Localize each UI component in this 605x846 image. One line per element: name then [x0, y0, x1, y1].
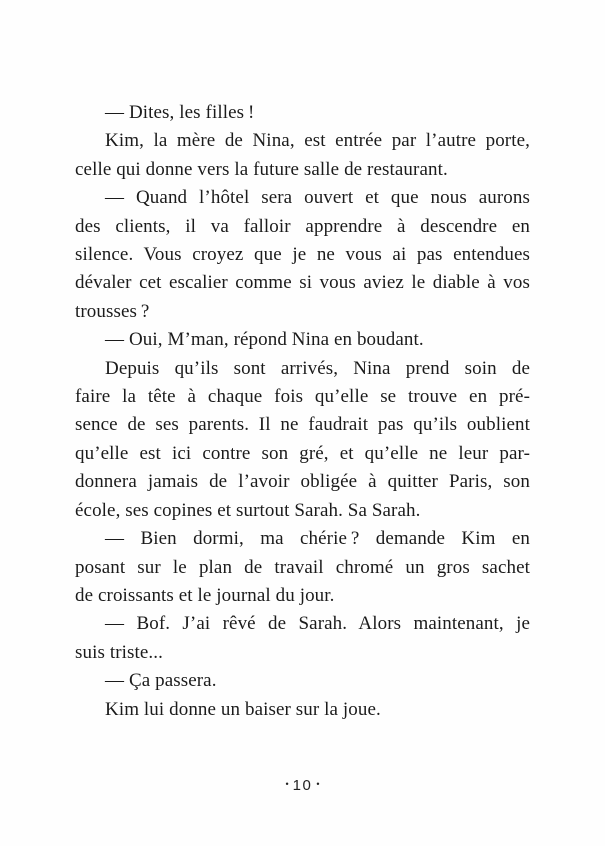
text-line: — Quand l’hôtel sera ouvert et que nous aurons: [105, 187, 530, 209]
text-line: — Dites, les filles !: [105, 102, 255, 123]
text-line: qu’elle est ici contre son gré, et qu’elle ne leur par-: [75, 442, 530, 464]
text-line: trousses ?: [75, 300, 150, 322]
paragraph: [75, 326, 530, 354]
text-line: école, ses copines et surtout Sarah. Sa Sarah.: [75, 499, 421, 521]
paragraph: [75, 355, 530, 525]
text-line: — Ça passera.: [105, 670, 217, 692]
text-line: suis triste...: [75, 641, 163, 663]
footer-dot-right: •: [316, 779, 320, 789]
text-line: — Oui, M’man, répond Nina en boudant.: [105, 329, 424, 351]
text-line: sence de ses parents. Il ne faudrait pas qu’ils oublient: [75, 414, 530, 436]
paragraph: [75, 127, 530, 184]
text-line: Kim, la mère de Nina, est entrée par l’autre porte,: [105, 130, 530, 152]
text-line: faire la tête à chaque fois qu’elle se trouve en pré-: [75, 386, 530, 408]
text-line: des clients, il va falloir apprendre à descendre en: [75, 215, 530, 237]
paragraph: [75, 696, 530, 724]
text-line: Depuis qu’ils sont arrivés, Nina prend soin de: [105, 357, 530, 379]
text-line: posant sur le plan de travail chromé un gros sachet: [75, 556, 530, 578]
text-line: donnera jamais de l’avoir obligée à quitter Paris, son: [75, 471, 530, 493]
text-line: — Bof. J’ai rêvé de Sarah. Alors maintenant, je: [105, 613, 530, 635]
paragraph: [75, 99, 530, 127]
paragraph: [75, 610, 530, 667]
text-line: — Bien dormi, ma chérie ? demande Kim en: [105, 528, 530, 550]
page-number: 10: [292, 777, 313, 794]
text-line: silence. Vous croyez que je ne vous ai pas entendues: [75, 244, 530, 266]
page-text: [75, 99, 530, 724]
text-line: celle qui donne vers la future salle de restaurant.: [75, 158, 448, 180]
page-footer: [0, 777, 605, 795]
text-line: Kim lui donne un baiser sur la joue.: [105, 698, 381, 720]
text-line: de croissants et le journal du jour.: [75, 584, 335, 606]
footer-dot-left: •: [285, 779, 289, 789]
paragraph: [75, 184, 530, 326]
paragraph: [75, 525, 530, 610]
paragraph: [75, 667, 530, 695]
text-line: dévaler cet escalier comme si vous aviez le diable à vos: [75, 272, 530, 294]
